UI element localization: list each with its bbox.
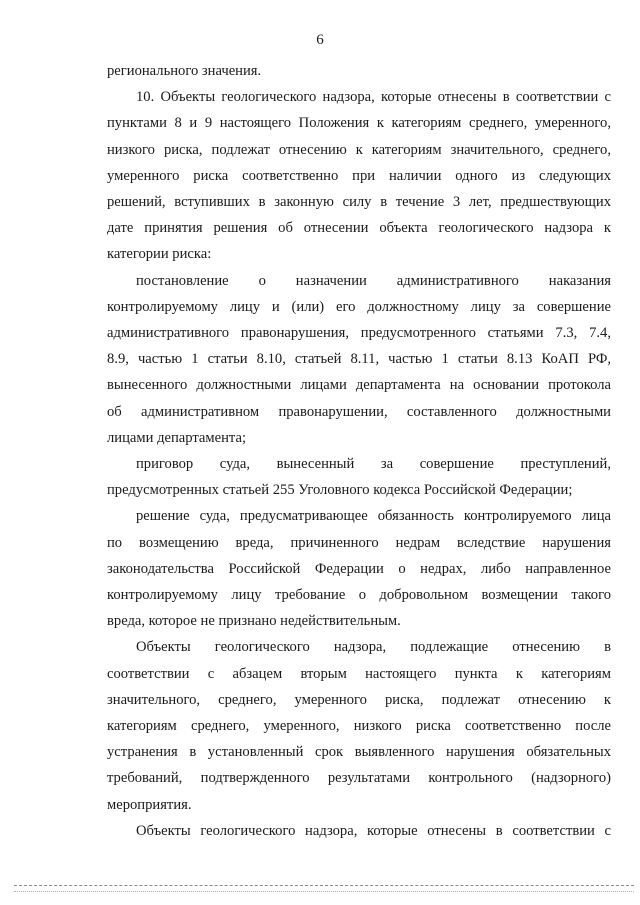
text-line: умеренного риска соответственно при наличии одного из следующих — [107, 167, 611, 184]
paragraph-court-decision — [107, 503, 611, 634]
text-line: требований, подтвержденного результатами контрольного (надзорного) — [107, 770, 611, 787]
document-body — [107, 58, 611, 844]
paragraph-resolution — [107, 268, 611, 451]
page-number: 6 — [316, 32, 324, 48]
text-line: пунктами 8 и 9 настоящего Положения к категориям среднего, умеренного, — [107, 115, 611, 132]
text-line: решений, вступивших в законную силу в течение 3 лет, предшествующих — [107, 194, 611, 211]
text-line: контролируемому лицу требование о добровольном возмещении такого — [107, 587, 611, 604]
paragraph-reclassification — [107, 634, 611, 817]
text-line: вынесенного должностными лицами департамента на основании протокола — [107, 377, 611, 394]
text-line: соответствии с абзацем вторым настоящего пункта к категориям — [107, 665, 611, 682]
paragraph-verdict — [107, 451, 611, 503]
text-line: значительного, среднего, умеренного риска, подлежат отнесению к — [107, 691, 611, 708]
text-line: законодательства Российской Федерации о недрах, либо направленное — [107, 560, 611, 577]
text-line: 10. Объекты геологического надзора, которые отнесены в соответствии с — [136, 89, 611, 106]
text-line: устранения в установленный срок выявленного нарушения обязательных — [107, 744, 611, 761]
text-line: предусмотренных статьей 255 Уголовного кодекса Российской Федерации; — [107, 482, 573, 499]
text-line: категориям среднего, умеренного, низкого риска соответственно после — [107, 718, 611, 735]
text-line: решение суда, предусматривающее обязанность контролируемого лица — [136, 508, 611, 525]
footer-divider — [14, 885, 634, 886]
text-line: об административном правонарушении, составленного должностными — [107, 403, 611, 420]
text-line: по возмещению вреда, причиненного недрам вследствие нарушения — [107, 534, 611, 551]
text-line: приговор суда, вынесенный за совершение преступлений, — [136, 456, 611, 473]
text-line: административного правонарушения, предусмотренного статьями 7.3, 7.4, — [107, 325, 611, 342]
paragraph-continuation — [107, 58, 611, 84]
text-line: низкого риска, подлежат отнесению к категориям значительного, среднего, — [107, 141, 611, 158]
text-line: вреда, которое не признано недействительным. — [107, 613, 401, 630]
text-line: Объекты геологического надзора, которые отнесены в соответствии с — [136, 822, 611, 839]
text-line: постановление о назначении административного наказания — [136, 272, 611, 289]
text-line: дате принятия решения об отнесении объекта геологического надзора к — [107, 220, 611, 237]
text-line: лицами департамента; — [107, 429, 247, 446]
text-line: мероприятия. — [107, 796, 192, 813]
text-line: категории риска: — [107, 246, 212, 263]
paragraph-continued — [107, 818, 611, 844]
text-line: 8.9, частью 1 статьи 8.10, статьей 8.11, частью 1 статьи 8.13 КоАП РФ, — [107, 351, 611, 368]
text-line: Объекты геологического надзора, подлежащие отнесению в — [136, 639, 611, 656]
text-line: регионального значения. — [107, 63, 262, 79]
footer-divider-secondary — [14, 891, 634, 892]
text-line: контролируемому лицу и (или) его должностному лицу за совершение — [107, 298, 611, 315]
paragraph-item-10 — [107, 84, 611, 267]
